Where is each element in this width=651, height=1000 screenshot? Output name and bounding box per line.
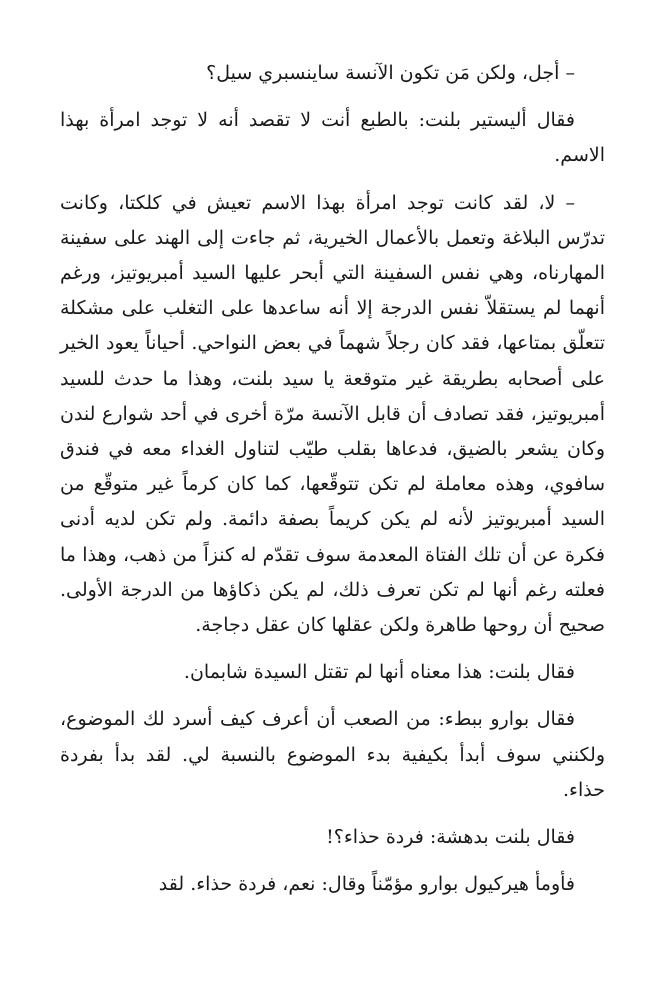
paragraph-1: – أجل، ولكن مَن تكون الآنسة ساينسبري سيل؟ <box>206 62 575 84</box>
paragraph-2: فقال أليستير بلنت: بالطبع أنت لا تقصد أنه لا توجد امرأة بهذا الاسم. <box>60 109 605 167</box>
paragraph-5: فقال بوارو ببطء: من الصعب أن أعرف كيف أسرد لك الموضوع، ولكنني سوف أبدأ بكيفية بدء الموضوع بالنسبة لي. لقد بدأ بفردة حذاء. <box>60 708 605 801</box>
paragraph-3: – لا، لقد كانت توجد امرأة بهذا الاسم تعيش في كلكتا، وكانت تدرّس البلاغة وتعمل بالأعمال الخيرية، ثم جاءت إلى الهند على سفينة المهارناه، وهي نفس السفينة التي أبحر عليها السيد أمبريوتيز، ورغم أنهما لم يستقلاّ نفس الدرجة إلا أنه ساعدها على التغلب على مشكلة تتعلّق بمتاعها، فقد كان رجلاً شهماً في بعض النواحي. أحياناً يعود الخير على أصحابه بطريقة غير متوقعة يا سيد بلنت، وهذا ما حدث للسيد أمبريوتيز، فقد تصادف أن قابل الآنسة مرّة أخرى في أحد شوارع لندن وكان يشعر بالضيق، فدعاها بقلب طيّب لتناول الغداء معه في فندق سافوي، وهذه معاملة لم تكن تتوقّعها، كما كان كرماً غير متوقّع من السيد أمبريوتيز لأنه لم يكن كريماً بصفة دائمة. ولم تكن لديه أدنى فكرة عن أن تلك الفتاة المعدمة سوف تقدّم له كنزاً من ذهب، وهذا ما فعلته رغم أنها لم تكن تعرف ذلك، لم يكن ذكاؤها من الدرجة الأولى. صحيح أن روحها طاهرة ولكن عقلها كان عقل دجاجة. <box>60 191 605 637</box>
paragraph-7: فأومأ هيركيول بوارو مؤمّناً وقال: نعم، فردة حذاء. لقد <box>158 873 575 896</box>
paragraph-6: فقال بلنت بدهشة: فردة حذاء؟! <box>326 826 575 849</box>
book-page <box>60 56 605 902</box>
paragraph-4: فقال بلنت: هذا معناه أنها لم تقتل السيدة شابمان. <box>183 661 575 684</box>
